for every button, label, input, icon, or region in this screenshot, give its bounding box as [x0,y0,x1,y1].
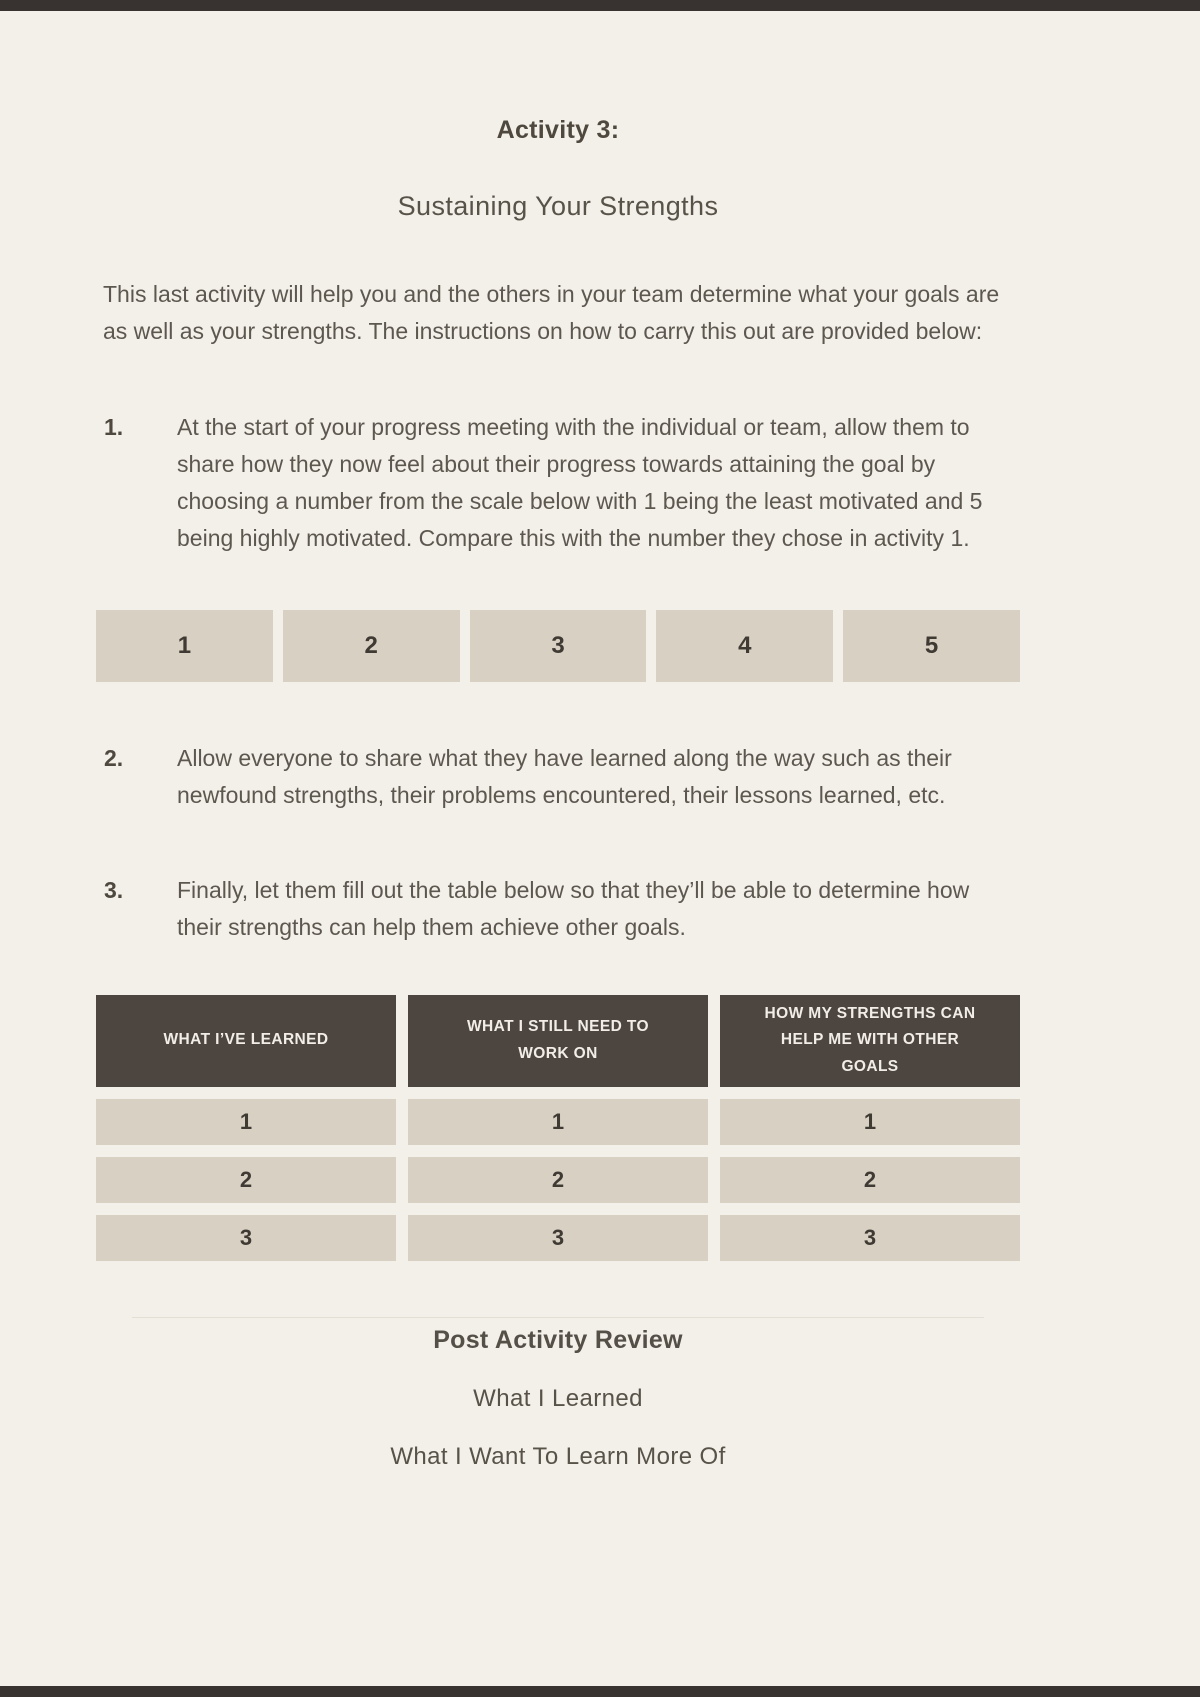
table-cell-r2c3: 2 [720,1157,1020,1203]
scale-option-1: 1 [96,610,273,682]
table-cell-r3c3: 3 [720,1215,1020,1261]
step-2-number: 2. [104,744,124,771]
table-cell-r3c1: 3 [96,1215,396,1261]
strengths-table [96,995,1020,1261]
step-3-text: Finally, let them fill out the table below so that they’ll be able to determine how their strengths can help them achieve other goals. [177,877,970,941]
step-1 [96,409,1020,558]
table-cell-r2c2: 2 [408,1157,708,1203]
page-content [96,116,1020,1471]
scale-option-4: 4 [656,610,833,682]
table-cell-r2c1: 2 [96,1157,396,1203]
step-1-text: At the start of your progress meeting with the individual or team, allow them to share how they now feel about their progress towards attaining the goal by choosing a number from the scale below with 1 being the least motivated and 5 being highly motivated. Compare this with the number they chose in activity 1. [177,413,983,552]
section-divider [132,1317,984,1318]
scale-option-3: 3 [470,610,647,682]
table-cell-r1c1: 1 [96,1099,396,1145]
review-item-learn-more: What I Want To Learn More Of [390,1442,726,1470]
intro-paragraph: This last activity will help you and the others in your team determine what your goals are as well as your strengths. The instructions on how to carry this out are provided below: [103,281,1000,345]
scale-option-5: 5 [843,610,1020,682]
page-title: Activity 3: [496,116,620,144]
table-cell-r3c2: 3 [408,1215,708,1261]
review-item-learned: What I Learned [473,1384,643,1412]
page-subtitle: Sustaining Your Strengths [397,191,719,221]
scale-option-2: 2 [283,610,460,682]
step-2 [96,740,1020,815]
step-1-number: 1. [104,413,124,440]
post-activity-review-title: Post Activity Review [433,1325,683,1354]
table-cell-r1c2: 1 [408,1099,708,1145]
step-3 [96,872,1020,947]
step-2-text: Allow everyone to share what they have learned along the way such as their newfound strengths, their problems encountered, their lessons learned, etc. [177,744,952,808]
table-header-strengths-goals: HOW MY STRENGTHS CAN HELP ME WITH OTHER GOALS [720,995,1020,1087]
motivation-scale [96,610,1020,682]
bottom-border-bar [0,1686,1200,1697]
top-border-bar [0,0,1200,11]
table-header-work-on: WHAT I STILL NEED TO WORK ON [408,995,708,1087]
step-3-number: 3. [104,877,124,903]
table-header-learned: WHAT I’VE LEARNED [96,995,396,1087]
table-cell-r1c3: 1 [720,1099,1020,1145]
